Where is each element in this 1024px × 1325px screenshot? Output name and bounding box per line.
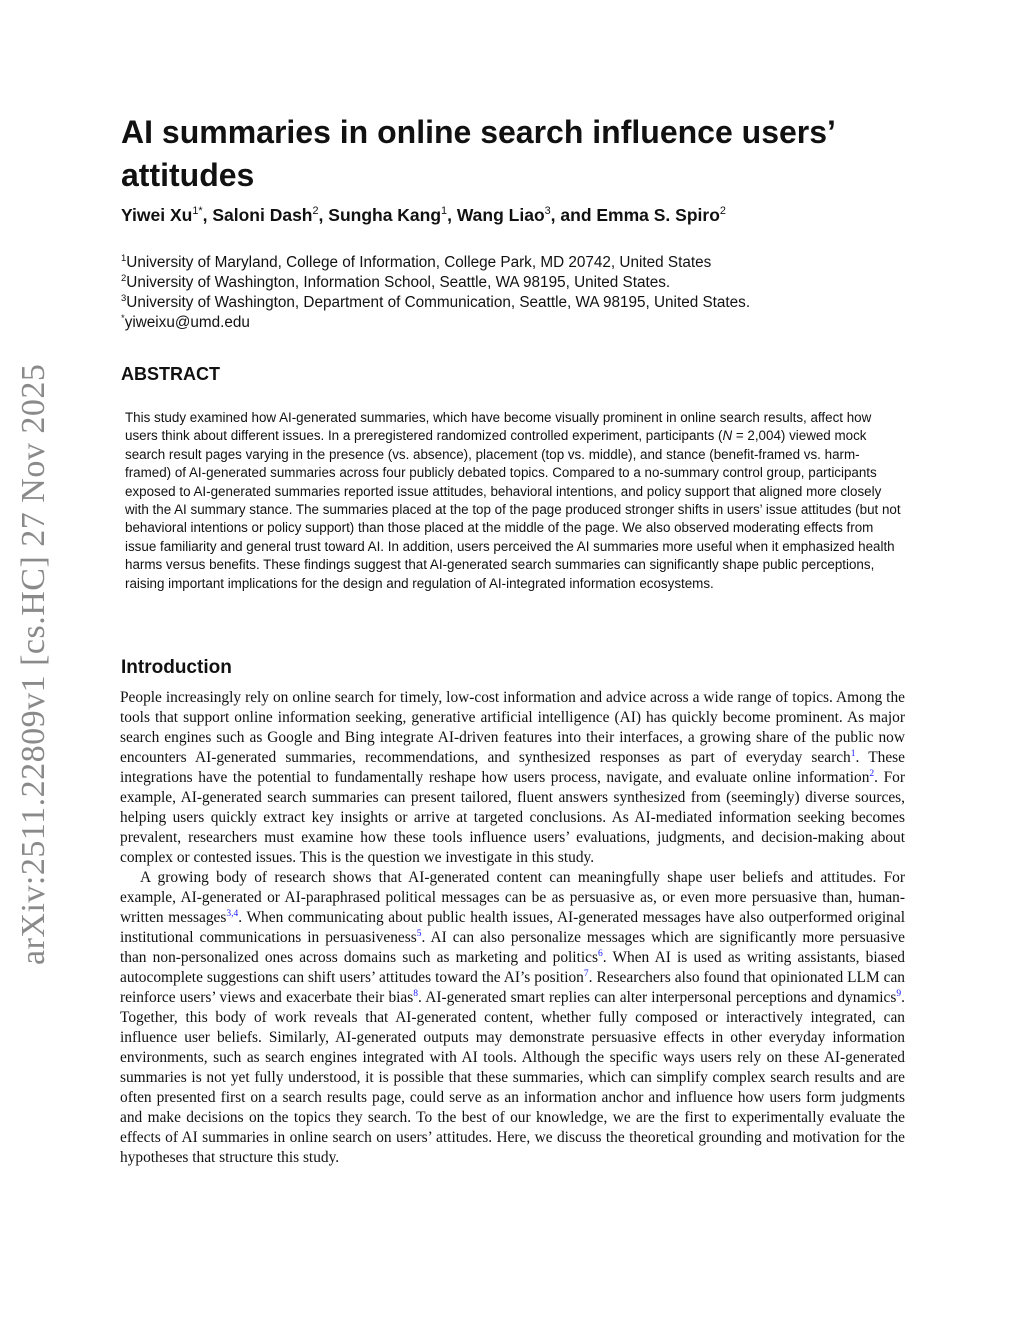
paragraph-text: . Together, this body of work reveals that AI-generated content, whether fully composed or interactively integrated, can influence user beliefs. Similarly, AI-generated outputs may demonstrate persuasive effects in other everyday information environments, such as search engines integrated with AI tools. Although the specific ways users rely on these AI-generated summaries is not yet fully understood, it is possible that these summaries, which can simplify complex search results and are often presented first on a search results page, could serve as an information anchor and influence how users form judgments and make decisions on the topics they search. To the best of our knowledge, we are the first to experimentally evaluate the effects of AI summaries in online search on users’ attitudes. Here, we discuss the theoretical grounding and motivation for the hypotheses that structure this study. — [120, 989, 905, 1166]
citation-link: 1 — [850, 747, 856, 759]
affiliation-text: University of Washington, Department of Communication, Seattle, WA 98195, United States. — [126, 294, 751, 311]
abstract-text — [125, 409, 901, 593]
introduction-body — [120, 688, 905, 1168]
affiliation-line — [121, 273, 901, 293]
author-affiliation-mark: 2 — [312, 205, 319, 218]
author-name: Sungha Kang — [328, 205, 442, 225]
author-affiliation-mark: 3 — [544, 205, 551, 218]
author-separator: , — [202, 205, 213, 225]
abstract-sample-size-symbol: N — [722, 428, 733, 444]
author-separator: , — [447, 205, 457, 225]
paragraph-text: . AI-generated smart replies can alter interpersonal perceptions and dynamics — [418, 989, 897, 1006]
citation-link: 9 — [896, 987, 902, 999]
affiliation-mark: 2 — [121, 272, 127, 284]
paragraph-text: . Researchers also found that opinionated LLM can reinforce users’ views and exacerbate their bias — [120, 969, 905, 1006]
author-name: Wang Liao — [456, 205, 545, 225]
affiliation-text: University of Washington, Information School, Seattle, WA 98195, United States. — [126, 274, 671, 291]
citation-link: 5 — [416, 927, 422, 939]
author-affiliation-mark: 2 — [719, 205, 726, 218]
citation-link: 3,4 — [226, 907, 239, 919]
abstract-heading: ABSTRACT — [121, 364, 220, 384]
author-name: Saloni Dash — [212, 205, 313, 225]
affiliation-line — [121, 293, 901, 313]
paragraph-text: A growing body of research shows that AI-generated content can meaningfully shape user beliefs and attitudes. For example, AI-generated or AI-paraphrased political messages can be as persuasive as, or even more persuasive than, human-written messages — [120, 869, 905, 926]
introduction-paragraph — [120, 688, 905, 868]
paragraph-text: . When AI is used as writing assistants, biased autocomplete suggestions can shift users’ attitudes toward the AI’s position — [120, 949, 906, 986]
author-affiliation-mark: 1* — [192, 205, 203, 218]
citation-link: 2 — [869, 767, 875, 779]
paragraph-text: . For example, AI-generated search summaries can present tailored, fluent answers synthesized from (seemingly) diverse sources, helping users quickly extract key insights or arrive at targeted conclusions. As AI-mediated information seeking becomes prevalent, researchers must examine how these tools influence users’ evaluations, judgments, and decision-making about complex or contested issues. This is the question we investigate in this study. — [120, 769, 906, 866]
paragraph-text: . These integrations have the potential to fundamentally reshape how users process, navigate, and evaluate online information — [120, 749, 905, 786]
paragraph-text: . AI can also personalize messages which are significantly more persuasive than non-personalized ones across domains such as marketing and politics — [120, 929, 905, 966]
citation-link: 7 — [583, 967, 589, 979]
affiliation-mark: * — [121, 312, 125, 324]
affiliation-line — [121, 253, 901, 273]
introduction-paragraph — [120, 868, 905, 1168]
affiliation-mark: 1 — [121, 252, 127, 264]
citation-link: 8 — [413, 987, 419, 999]
arxiv-side-stamp: arXiv:2511.22809v1 [cs.HC] 27 Nov 2025 — [15, 363, 52, 965]
author-affiliation-mark: 1 — [441, 205, 448, 218]
author-separator: , and — [550, 205, 597, 225]
abstract-text-part: This study examined how AI-generated summaries, which have become visually prominent in online search results, affect how users think about different issues. In a preregistered randomized controlled experiment, participants ( — [125, 410, 872, 444]
author-list — [121, 203, 901, 227]
affiliation-text: yiweixu@umd.edu — [124, 314, 250, 331]
introduction-heading: Introduction — [121, 657, 232, 678]
abstract-text-part: = 2,004) viewed mock search result pages varying in the presence (vs. absence), placement (top vs. middle), and stance (benefit-framed vs. harm-framed) of AI-generated summaries across four publicly debated topics. Compared to a no-summary control group, participants exposed to AI-generated summaries reported issue attitudes, behavioral intentions, and policy support that aligned more closely with the AI summary stance. The summaries placed at the top of the page produced stronger shifts in users’ issue attitudes (but not behavioral intentions or policy support) than those placed at the middle of the page. We also observed moderating effects from issue familiarity and general trust toward AI. In addition, users perceived the AI summaries more useful when it emphasized health harms versus benefits. These findings suggest that AI-generated search summaries can significantly shape public perceptions, raising important implications for the design and regulation of AI-integrated information ecosystems. — [125, 428, 901, 591]
affiliation-text: University of Maryland, College of Information, College Park, MD 20742, United States — [126, 254, 712, 271]
affiliation-mark: 3 — [121, 292, 127, 304]
citation-link: 6 — [597, 947, 603, 959]
author-name: Yiwei Xu — [121, 205, 193, 225]
affiliation-line — [121, 313, 901, 333]
affiliation-list — [121, 253, 901, 333]
author-name: Emma S. Spiro — [596, 205, 720, 225]
paper-title: AI summaries in online search influence users’ attitudes — [121, 114, 835, 193]
paragraph-text: People increasingly rely on online search for timely, low-cost information and advice across a wide range of topics. Among the tools that support online information seeking, generative artificial intelligence (AI) has quickly become prominent. As major search engines such as Google and Bing integrate AI-driven features into their interfaces, a growing share of the public now encounters AI-generated summaries, recommendations, and synthesized responses as part of everyday search — [120, 689, 905, 766]
paragraph-text: . When communicating about public health issues, AI-generated messages have also outperformed original institutional communications in persuasiveness — [120, 909, 905, 946]
author-separator: , — [318, 205, 329, 225]
